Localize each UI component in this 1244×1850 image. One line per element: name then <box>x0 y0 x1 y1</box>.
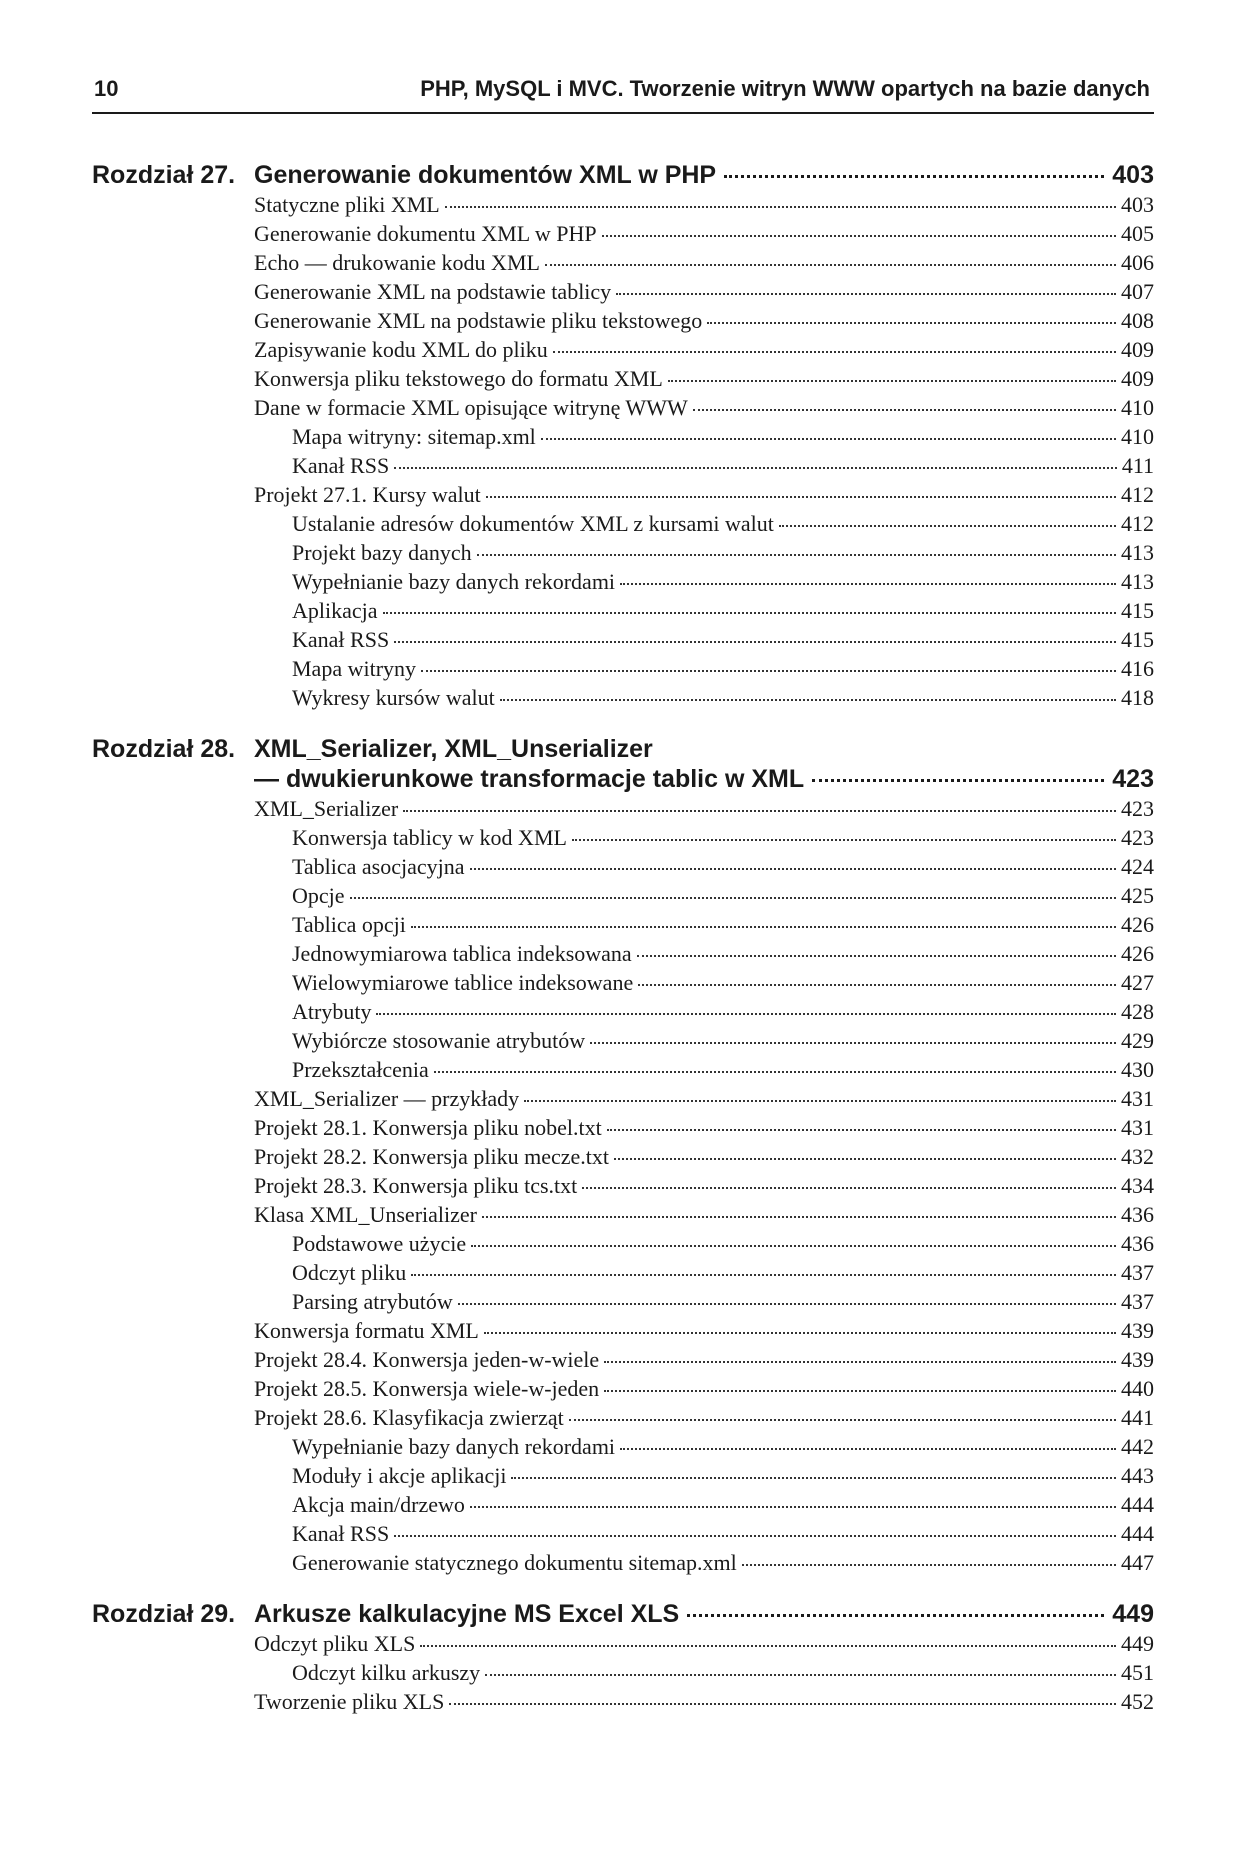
entry-title: Tablica opcji <box>292 912 406 937</box>
subsection-entry[interactable] <box>292 1490 1154 1519</box>
dot-leader <box>707 322 1116 324</box>
section-entry[interactable] <box>254 219 1154 248</box>
dot-leader <box>604 1390 1116 1392</box>
entry-title: Generowanie XML na podstawie tablicy <box>254 279 612 304</box>
entry-page-number: 426 <box>1121 941 1154 966</box>
entry-page-number: 452 <box>1121 1689 1154 1714</box>
entry-title: Kanał RSS <box>292 453 390 478</box>
entry-title: XML_Serializer <box>254 796 399 821</box>
chapter-title: Generowanie dokumentów XML w PHP <box>254 161 717 189</box>
chapter <box>92 1599 1154 1716</box>
section-entry[interactable] <box>254 248 1154 277</box>
entry-page-number: 434 <box>1121 1173 1154 1198</box>
entry-page-number: 408 <box>1121 308 1154 333</box>
subsection-entry[interactable] <box>292 509 1154 538</box>
section-entry[interactable] <box>254 1113 1154 1142</box>
subsection-entry[interactable] <box>292 1026 1154 1055</box>
entry-page-number: 416 <box>1121 656 1154 681</box>
subsection-entry[interactable] <box>292 997 1154 1026</box>
entry-page-number: 427 <box>1121 970 1154 995</box>
dot-leader <box>458 1303 1116 1305</box>
entry-page-number: 447 <box>1121 1550 1154 1575</box>
entry-title: Kanał RSS <box>292 627 390 652</box>
dot-leader <box>500 699 1116 701</box>
dot-leader <box>742 1564 1116 1566</box>
entry-page-number: 423 <box>1121 825 1154 850</box>
entry-title: Atrybuty <box>292 999 372 1024</box>
entry-page-number: 413 <box>1121 569 1154 594</box>
dot-leader <box>420 1645 1116 1647</box>
subsection-entry[interactable] <box>292 968 1154 997</box>
chapter-heading[interactable] <box>92 734 1154 794</box>
entry-title: Projekt 28.5. Konwersja wiele-w-jeden <box>254 1376 600 1401</box>
dot-leader <box>779 525 1116 527</box>
entry-page-number: 410 <box>1121 424 1154 449</box>
subsection-entry[interactable] <box>292 1229 1154 1258</box>
chapter-label: Rozdział 29. <box>92 1600 236 1628</box>
chapter-title-line <box>254 734 1154 764</box>
section-entry[interactable] <box>254 1171 1154 1200</box>
section-entry[interactable] <box>254 190 1154 219</box>
entry-title: Odczyt kilku arkuszy <box>292 1660 481 1685</box>
dot-leader <box>449 1703 1116 1705</box>
entry-page-number: 437 <box>1121 1260 1154 1285</box>
section-entry[interactable] <box>254 1403 1154 1432</box>
subsection-entry[interactable] <box>292 1258 1154 1287</box>
section-entry[interactable] <box>254 1200 1154 1229</box>
entry-title: Wielowymiarowe tablice indeksowane <box>292 970 634 995</box>
entry-page-number: 442 <box>1121 1434 1154 1459</box>
entry-page-number: 432 <box>1121 1144 1154 1169</box>
dot-leader <box>602 235 1116 237</box>
entry-title: Podstawowe użycie <box>292 1231 467 1256</box>
dot-leader <box>411 926 1116 928</box>
dot-leader <box>524 1100 1116 1102</box>
entry-page-number: 449 <box>1121 1631 1154 1656</box>
dot-leader <box>614 1158 1116 1160</box>
section-entry[interactable] <box>254 1142 1154 1171</box>
chapter-heading[interactable] <box>92 1599 1154 1629</box>
entry-page-number: 409 <box>1121 337 1154 362</box>
entry-page-number: 436 <box>1121 1202 1154 1227</box>
entry-page-number: 424 <box>1121 854 1154 879</box>
subsection-entry[interactable] <box>292 1548 1154 1577</box>
dot-leader <box>477 554 1116 556</box>
entry-title: Wybiórcze stosowanie atrybutów <box>292 1028 586 1053</box>
dot-leader <box>471 1245 1116 1247</box>
entry-page-number: 444 <box>1121 1492 1154 1517</box>
running-header <box>92 72 1154 114</box>
chapter-page-number: 449 <box>1112 1600 1154 1628</box>
entry-title: Odczyt pliku <box>292 1260 407 1285</box>
dot-leader <box>484 1332 1116 1334</box>
entry-title: Generowanie statycznego dokumentu sitemap.xml <box>292 1550 737 1575</box>
subsection-entry[interactable] <box>292 654 1154 683</box>
entry-page-number: 440 <box>1121 1376 1154 1401</box>
entry-title: Moduły i akcje aplikacji <box>292 1463 507 1488</box>
section-entry[interactable] <box>254 1629 1154 1658</box>
dot-leader <box>569 1419 1116 1421</box>
chapter-heading[interactable] <box>92 160 1154 190</box>
subsection-entry[interactable] <box>292 1432 1154 1461</box>
entry-title: Projekt 28.3. Konwersja pliku tcs.txt <box>254 1173 578 1198</box>
chapter-title: Arkusze kalkulacyjne MS Excel XLS <box>254 1600 680 1628</box>
dot-leader <box>572 839 1116 841</box>
entry-title: Wypełnianie bazy danych rekordami <box>292 569 616 594</box>
dot-leader <box>541 438 1116 440</box>
dot-leader <box>812 779 1104 782</box>
entry-title: Projekt 28.4. Konwersja jeden-w-wiele <box>254 1347 600 1372</box>
entry-page-number: 443 <box>1121 1463 1154 1488</box>
subsection-entry[interactable] <box>292 1658 1154 1687</box>
dot-leader <box>687 1614 1104 1617</box>
section-entry[interactable] <box>254 1374 1154 1403</box>
subsection-entry[interactable] <box>292 451 1154 480</box>
dot-leader <box>421 670 1116 672</box>
entry-title: Echo — drukowanie kodu XML <box>254 250 540 275</box>
entry-page-number: 407 <box>1121 279 1154 304</box>
entry-page-number: 409 <box>1121 366 1154 391</box>
entry-page-number: 425 <box>1121 883 1154 908</box>
dot-leader <box>616 293 1116 295</box>
entry-page-number: 439 <box>1121 1318 1154 1343</box>
dot-leader <box>637 955 1116 957</box>
entry-title: Projekt 28.2. Konwersja pliku mecze.txt <box>254 1144 609 1169</box>
dot-leader <box>607 1129 1116 1131</box>
chapter-title-line <box>254 160 1154 190</box>
entry-title: Statyczne pliki XML <box>254 192 440 217</box>
chapter <box>92 160 1154 712</box>
subsection-entry[interactable] <box>292 1055 1154 1084</box>
subsection-entry[interactable] <box>292 567 1154 596</box>
subsection-entry[interactable] <box>292 1287 1154 1316</box>
dot-leader <box>553 351 1116 353</box>
chapter-title-line <box>254 1599 1154 1629</box>
entry-title: Generowanie XML na podstawie pliku tekstowego <box>254 308 703 333</box>
dot-leader <box>668 380 1116 382</box>
entry-title: Parsing atrybutów <box>292 1289 453 1314</box>
section-entry[interactable] <box>254 1084 1154 1113</box>
section-entry[interactable] <box>254 1345 1154 1374</box>
entry-title: Wypełnianie bazy danych rekordami <box>292 1434 616 1459</box>
dot-leader <box>394 641 1116 643</box>
section-entry[interactable] <box>254 277 1154 306</box>
subsection-entry[interactable] <box>292 939 1154 968</box>
entry-page-number: 423 <box>1121 796 1154 821</box>
entry-page-number: 451 <box>1121 1660 1154 1685</box>
entry-title: Tablica asocjacyjna <box>292 854 465 879</box>
entry-page-number: 431 <box>1121 1086 1154 1111</box>
chapter-title-part: XML_Serializer, XML_Unserializer <box>254 735 653 763</box>
dot-leader <box>403 810 1116 812</box>
section-entry[interactable] <box>254 480 1154 509</box>
entry-title: Klasa XML_Unserializer <box>254 1202 477 1227</box>
section-entry[interactable] <box>254 393 1154 422</box>
subsection-entry[interactable] <box>292 1519 1154 1548</box>
entry-page-number: 418 <box>1121 685 1154 710</box>
chapter-label: Rozdział 27. <box>92 161 236 189</box>
dot-leader <box>411 1274 1116 1276</box>
entry-page-number: 437 <box>1121 1289 1154 1314</box>
section-entry[interactable] <box>254 794 1154 823</box>
entry-page-number: 413 <box>1121 540 1154 565</box>
subsection-entry[interactable] <box>292 422 1154 451</box>
entry-page-number: 412 <box>1121 511 1154 536</box>
entry-title: Projekt 28.6. Klasyfikacja zwierząt <box>254 1405 564 1430</box>
dot-leader <box>620 583 1116 585</box>
dot-leader <box>376 1013 1116 1015</box>
section-entry[interactable] <box>254 306 1154 335</box>
subsection-entry[interactable] <box>292 538 1154 567</box>
entry-title: Wykresy kursów walut <box>292 685 495 710</box>
section-entry[interactable] <box>254 1687 1154 1716</box>
chapter-page-number: 423 <box>1112 765 1154 793</box>
entry-title: Konwersja formatu XML <box>254 1318 479 1343</box>
entry-page-number: 411 <box>1121 453 1154 478</box>
entry-page-number: 439 <box>1121 1347 1154 1372</box>
dot-leader <box>482 1216 1116 1218</box>
chapter <box>92 734 1154 1577</box>
dot-leader <box>394 1535 1116 1537</box>
section-entry[interactable] <box>254 364 1154 393</box>
entry-title: Generowanie dokumentu XML w PHP <box>254 221 597 246</box>
book-title: PHP, MySQL i MVC. Tworzenie witryn WWW opartych na bazie danych <box>420 76 1150 101</box>
entry-title: Akcja main/drzewo <box>292 1492 465 1517</box>
entry-page-number: 410 <box>1121 395 1154 420</box>
entry-page-number: 403 <box>1121 192 1154 217</box>
subsection-entry[interactable] <box>292 881 1154 910</box>
dot-leader <box>470 868 1116 870</box>
page-number: 10 <box>94 76 119 101</box>
dot-leader <box>511 1477 1116 1479</box>
table-of-contents <box>92 160 1154 1716</box>
entry-title: Kanał RSS <box>292 1521 390 1546</box>
dot-leader <box>445 206 1116 208</box>
entry-title: Mapa witryny <box>292 656 417 681</box>
subsection-entry[interactable] <box>292 852 1154 881</box>
dot-leader <box>590 1042 1116 1044</box>
dot-leader <box>486 496 1116 498</box>
entry-title: Jednowymiarowa tablica indeksowana <box>292 941 632 966</box>
dot-leader <box>383 612 1116 614</box>
entry-title: Konwersja pliku tekstowego do formatu XML <box>254 366 663 391</box>
entry-title: Opcje <box>292 883 345 908</box>
subsection-entry[interactable] <box>292 683 1154 712</box>
dot-leader <box>724 175 1104 178</box>
dot-leader <box>638 984 1116 986</box>
entry-title: Konwersja tablicy w kod XML <box>292 825 567 850</box>
entry-page-number: 412 <box>1121 482 1154 507</box>
dot-leader <box>434 1071 1116 1073</box>
section-entry[interactable] <box>254 335 1154 364</box>
entry-page-number: 415 <box>1121 598 1154 623</box>
entry-title: XML_Serializer — przykłady <box>254 1086 520 1111</box>
entry-page-number: 431 <box>1121 1115 1154 1140</box>
dot-leader <box>582 1187 1116 1189</box>
entry-title: Przekształcenia <box>292 1057 429 1082</box>
entry-title: Projekt 27.1. Kursy walut <box>254 482 481 507</box>
dot-leader <box>693 409 1116 411</box>
entry-page-number: 406 <box>1121 250 1154 275</box>
chapter-label: Rozdział 28. <box>92 735 236 763</box>
entry-page-number: 441 <box>1121 1405 1154 1430</box>
entry-title: Projekt bazy danych <box>292 540 472 565</box>
entry-page-number: 429 <box>1121 1028 1154 1053</box>
entry-title: Projekt 28.1. Konwersja pliku nobel.txt <box>254 1115 602 1140</box>
dot-leader <box>470 1506 1116 1508</box>
subsection-entry[interactable] <box>292 1461 1154 1490</box>
dot-leader <box>485 1674 1116 1676</box>
entry-page-number: 436 <box>1121 1231 1154 1256</box>
entry-page-number: 415 <box>1121 627 1154 652</box>
entry-page-number: 428 <box>1121 999 1154 1024</box>
chapter-title: — dwukierunkowe transformacje tablic w XML <box>254 765 805 793</box>
chapter-page-number: 403 <box>1112 161 1154 189</box>
chapter-title-line <box>254 764 1154 794</box>
entry-title: Ustalanie adresów dokumentów XML z kursami walut <box>292 511 774 536</box>
subsection-entry[interactable] <box>292 910 1154 939</box>
entry-title: Odczyt pliku XLS <box>254 1631 416 1656</box>
entry-page-number: 405 <box>1121 221 1154 246</box>
dot-leader <box>604 1361 1116 1363</box>
entry-title: Mapa witryny: sitemap.xml <box>292 424 536 449</box>
dot-leader <box>545 264 1116 266</box>
entry-title: Aplikacja <box>292 598 378 623</box>
subsection-entry[interactable] <box>292 823 1154 852</box>
entry-page-number: 426 <box>1121 912 1154 937</box>
entry-title: Dane w formacie XML opisujące witrynę WWW <box>254 395 688 420</box>
entry-page-number: 430 <box>1121 1057 1154 1082</box>
entry-title: Zapisywanie kodu XML do pliku <box>254 337 548 362</box>
subsection-entry[interactable] <box>292 625 1154 654</box>
dot-leader <box>394 467 1117 469</box>
dot-leader <box>350 897 1116 899</box>
section-entry[interactable] <box>254 1316 1154 1345</box>
entry-page-number: 444 <box>1121 1521 1154 1546</box>
subsection-entry[interactable] <box>292 596 1154 625</box>
dot-leader <box>620 1448 1116 1450</box>
entry-title: Tworzenie pliku XLS <box>254 1689 445 1714</box>
